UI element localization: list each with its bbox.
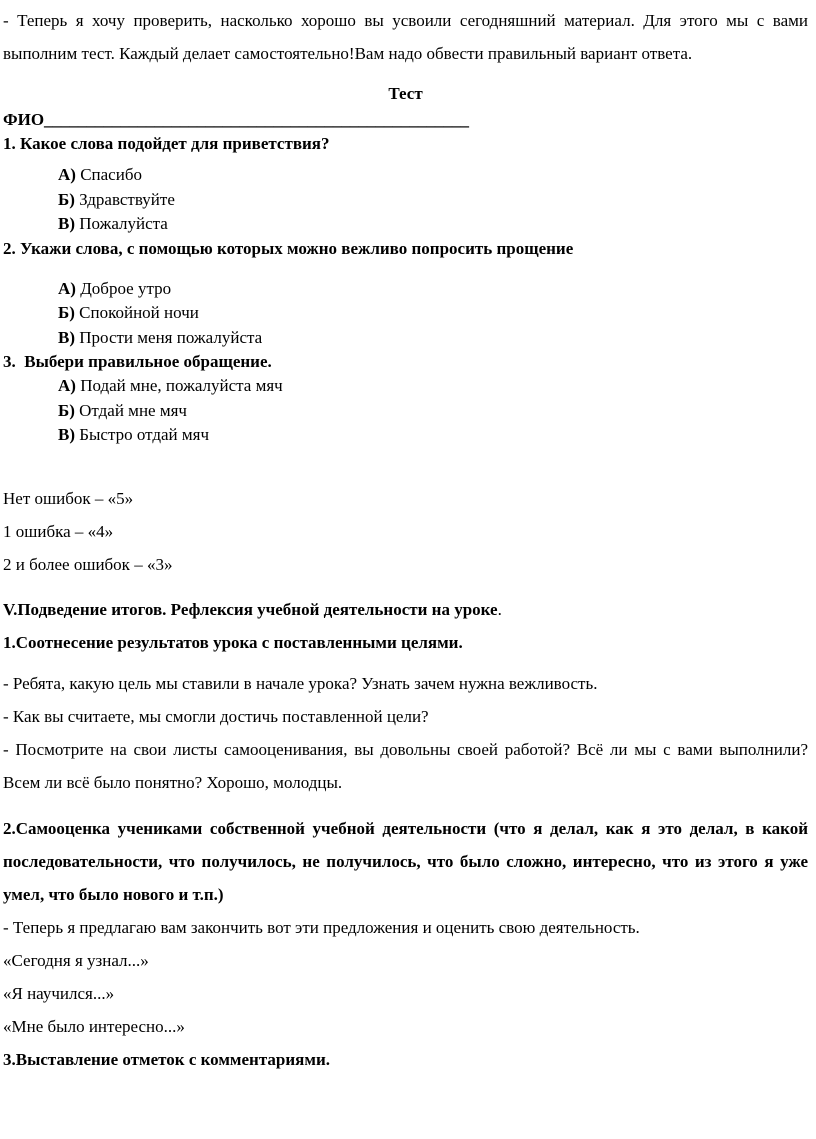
teacher-line: - Посмотрите на свои листы самооценивания, вы довольны своей работой? Всё ли мы с вами выполнили? Всем ли всё было понятно? Хорошо, молодцы. bbox=[3, 739, 808, 792]
question-block-1 bbox=[3, 132, 808, 237]
scoring-rule: Нет ошибок – «5» bbox=[3, 488, 134, 508]
scoring-rule: 2 и более ошибок – «3» bbox=[3, 554, 173, 574]
answer-option bbox=[58, 163, 808, 188]
option-text: Спасибо bbox=[80, 165, 142, 184]
answer-option bbox=[58, 423, 808, 448]
question-text: 2. Укажи слова, с помощью которых можно вежливо попросить прощение bbox=[3, 238, 574, 258]
option-letter: А) bbox=[58, 165, 76, 184]
option-letter: Б) bbox=[58, 400, 75, 420]
answer-option bbox=[58, 399, 808, 424]
option-text: Быстро отдай мяч bbox=[79, 425, 210, 444]
test-title: Тест bbox=[388, 84, 423, 103]
option-letter: В) bbox=[58, 214, 75, 233]
teacher-line: - Теперь я предлагаю вам закончить вот эти предложения и оценить свою деятельность. bbox=[3, 917, 640, 937]
option-letter: В) bbox=[58, 327, 75, 347]
section-v-heading bbox=[3, 593, 808, 626]
reflection-prompt: «Сегодня я узнал...» bbox=[3, 950, 149, 970]
reflection-prompt: «Я научился...» bbox=[3, 983, 115, 1003]
options-list bbox=[3, 277, 808, 351]
question-text: 3. Выбери правильное обращение. bbox=[3, 352, 272, 371]
question-text: 1. Какое слова подойдет для приветствия? bbox=[3, 134, 330, 153]
option-text: Подай мне, пожалуйста мяч bbox=[80, 376, 283, 395]
teacher-line: - Ребята, какую цель мы ставили в начале урока? Узнать зачем нужна вежливость. bbox=[3, 673, 598, 693]
option-text: Здравствуйте bbox=[79, 189, 175, 209]
option-text: Спокойной ночи bbox=[79, 303, 199, 322]
option-letter: Б) bbox=[58, 303, 75, 322]
reflection-prompt: «Мне было интересно...» bbox=[3, 1016, 185, 1036]
options-list bbox=[3, 374, 808, 448]
subsection-2-heading: 2.Самооценка учениками собственной учебной деятельности (что я делал, как я это делал, в какой последовательности, что получилось, не получилось, что было сложно, интересно, что из этого я уже умел, что было нового и т.п.) bbox=[3, 818, 808, 904]
fio-line: ФИО__________________________________________________ bbox=[3, 110, 470, 129]
option-letter: А) bbox=[58, 278, 76, 298]
option-letter: А) bbox=[58, 376, 76, 395]
option-text: Прости меня пожалуйста bbox=[79, 327, 263, 347]
section-v-heading-bold: V.Подведение итогов. Рефлексия учебной деятельности на уроке bbox=[3, 599, 498, 619]
subsection-1-heading: 1.Соотнесение результатов урока с поставленными целями. bbox=[3, 632, 463, 652]
answer-option bbox=[58, 301, 808, 326]
option-letter: В) bbox=[58, 425, 75, 444]
option-text: Доброе утро bbox=[80, 278, 172, 298]
scoring-rules bbox=[3, 482, 808, 581]
answer-option bbox=[58, 374, 808, 399]
option-letter: Б) bbox=[58, 189, 75, 209]
scoring-rule: 1 ошибка – «4» bbox=[3, 521, 114, 541]
question-block-2 bbox=[3, 237, 808, 351]
answer-option bbox=[58, 212, 808, 237]
subsection-3-heading: 3.Выставление отметок с комментариями. bbox=[3, 1049, 330, 1069]
teacher-line: - Как вы считаете, мы смогли достичь поставленной цели? bbox=[3, 706, 429, 726]
answer-option bbox=[58, 188, 808, 213]
section-v-heading-period: . bbox=[497, 599, 502, 619]
options-list bbox=[3, 163, 808, 237]
answer-option bbox=[58, 326, 808, 351]
option-text: Отдай мне мяч bbox=[79, 400, 187, 420]
option-text: Пожалуйста bbox=[79, 214, 168, 233]
intro-paragraph: - Теперь я хочу проверить, насколько хорошо вы усвоили сегодняшний материал. Для этого мы с вами выполним тест. Каждый делает самостоятельно!Вам надо обвести правильный вариант ответа. bbox=[3, 11, 808, 63]
answer-option bbox=[58, 277, 808, 302]
question-block-3 bbox=[3, 350, 808, 448]
